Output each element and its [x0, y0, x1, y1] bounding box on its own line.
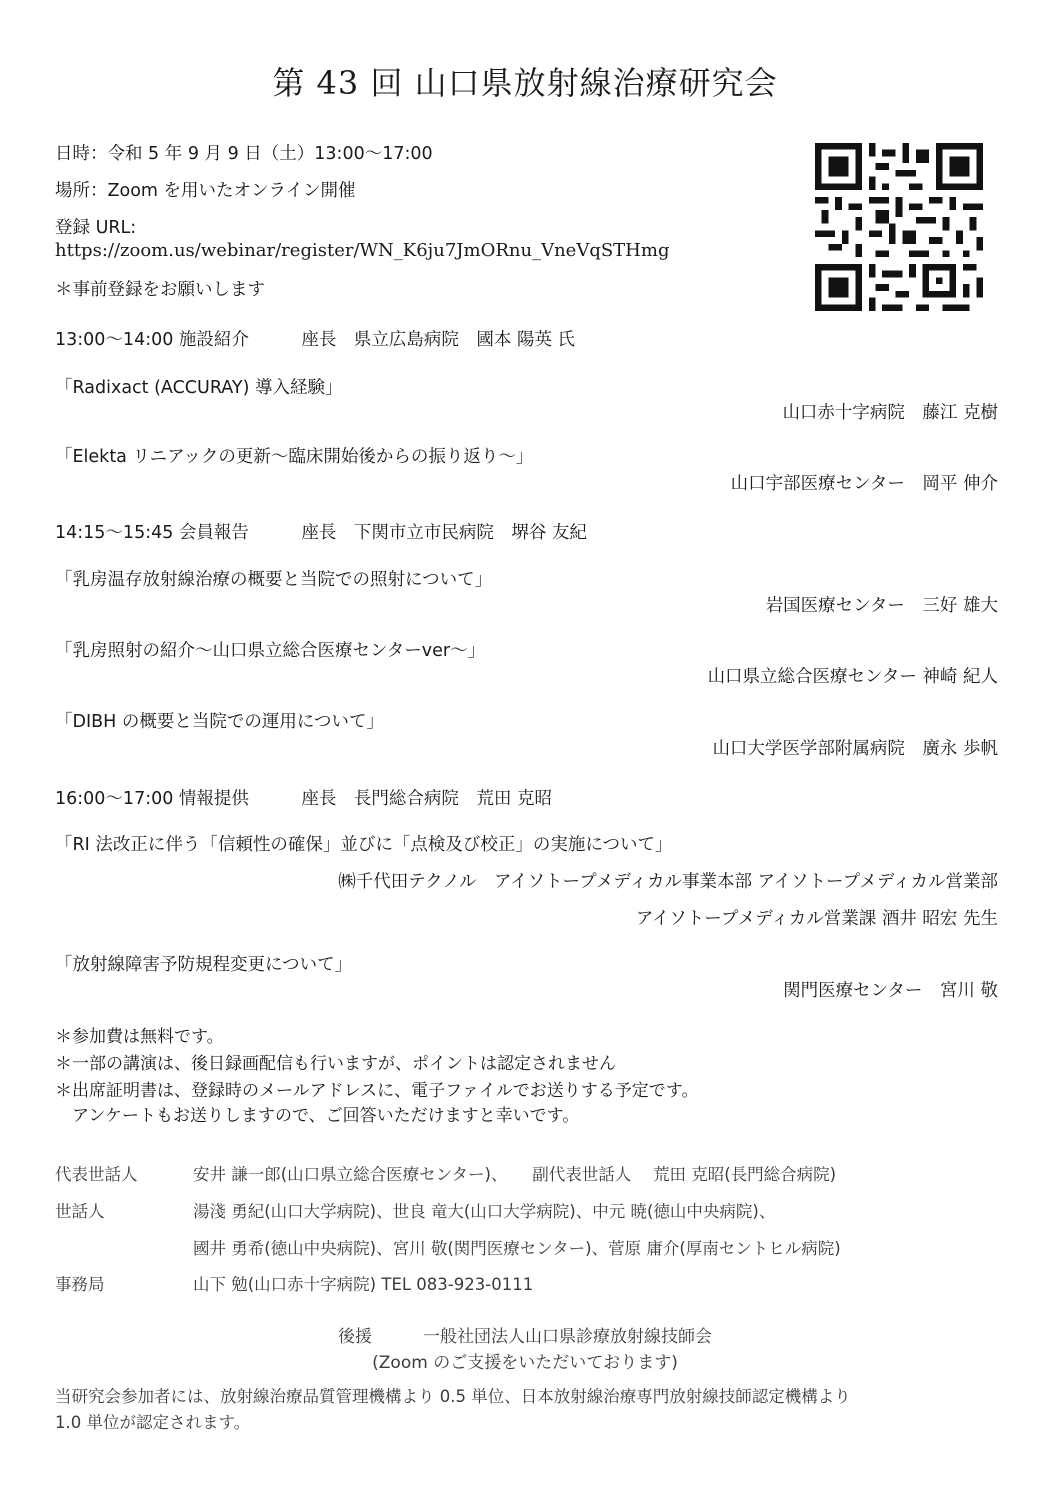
support-line: 後援 一般社団法人山口県診療放射線技師会 [338, 1327, 712, 1347]
organizers-line: 湯淺 勇紀(山口大学病院)、世良 竜大(山口大学病院)、中元 暁(徳山中央病院)、 [193, 1202, 776, 1221]
page-title: 第 43 回 山口県放射線治療研究会 [272, 64, 778, 102]
talk-title: 「放射線障害予防規程変更について」 [55, 955, 353, 975]
talk-title: 「Radixact (ACCURAY) 導入経験」 [55, 378, 343, 398]
event-date: 日時：令和 5 年 9 月 9 日（土）13:00〜17:00 [55, 144, 433, 164]
session-3-header: 16:00〜17:00 情報提供 座長 長門総合病院 荒田 克昭 [55, 789, 552, 809]
representative-value: 安井 謙一郎(山口県立総合医療センター)、 副代表世話人 荒田 克昭(長門総合病院) [193, 1165, 837, 1184]
session-1-header: 13:00〜14:00 施設紹介 座長 県立広島病院 國本 陽英 氏 [55, 330, 576, 350]
representative-label: 代表世話人 [55, 1165, 138, 1184]
credit-line: 1.0 単位が認定されます。 [55, 1413, 251, 1432]
talk-speaker: 山口宇部医療センター 岡平 伸介 [730, 474, 998, 494]
note-item: アンケートもお送りしますので、ご回答いただけますと幸いです。 [55, 1106, 580, 1126]
registration-url-label: 登録 URL: [55, 218, 137, 238]
talk-speaker: 岩国医療センター 三好 雄大 [765, 596, 998, 616]
note-item: ＊一部の講演は、後日録画配信も行いますが、ポイントは認定されません [55, 1054, 616, 1074]
note-item: ＊参加費は無料です。 [55, 1027, 224, 1047]
qr-code-icon[interactable] [815, 143, 983, 311]
talk-title: 「Elekta リニアックの更新〜臨床開始後からの振り返り〜」 [55, 447, 534, 467]
preregister-note: ＊事前登録をお願いします [55, 280, 265, 300]
talk-title: 「乳房照射の紹介〜山口県立総合医療センターver〜」 [55, 641, 486, 661]
talk-speaker: 山口赤十字病院 藤江 克樹 [782, 403, 998, 423]
credit-line: 当研究会参加者には、放射線治療品質管理機構より 0.5 単位、日本放射線治療専門放射線技師認定機構より [55, 1387, 851, 1406]
talk-title: 「DIBH の概要と当院での運用について」 [55, 712, 385, 732]
talk-speaker: ㈱千代田テクノル アイソトープメディカル事業本部 アイソトープメディカル営業部 [338, 872, 998, 892]
talk-speaker: 山口県立総合医療センター 神崎 紀人 [707, 667, 998, 687]
session-2-header: 14:15〜15:45 会員報告 座長 下関市立市民病院 堺谷 友紀 [55, 523, 587, 543]
office-value: 山下 勉(山口赤十字病院) TEL 083-923-0111 [193, 1275, 534, 1294]
talk-title: 「乳房温存放射線治療の概要と当院での照射について」 [55, 570, 493, 590]
support-note: (Zoom のご支援をいただいております) [372, 1353, 678, 1373]
organizers-label: 世話人 [55, 1202, 105, 1221]
talk-speaker-line2: アイソトープメディカル営業課 酒井 昭宏 先生 [635, 909, 998, 929]
talk-speaker: 関門医療センター 宮川 敬 [783, 981, 998, 1001]
office-label: 事務局 [55, 1275, 105, 1294]
note-item: ＊出席証明書は、登録時のメールアドレスに、電子ファイルでお送りする予定です。 [55, 1081, 699, 1101]
talk-speaker: 山口大学医学部附属病院 廣永 歩帆 [712, 739, 998, 759]
organizers-line: 國井 勇希(徳山中央病院)、宮川 敬(関門医療センター)、菅原 庸介(厚南セントヒル病院) [193, 1239, 841, 1258]
event-place: 場所：Zoom を用いたオンライン開催 [55, 181, 356, 201]
registration-url-link[interactable]: https://zoom.us/webinar/register/WN_K6ju7JmORnu_VneVqSTHmg [55, 240, 670, 261]
talk-title: 「RI 法改正に伴う「信頼性の確保」並びに「点検及び校正」の実施について」 [55, 835, 673, 855]
